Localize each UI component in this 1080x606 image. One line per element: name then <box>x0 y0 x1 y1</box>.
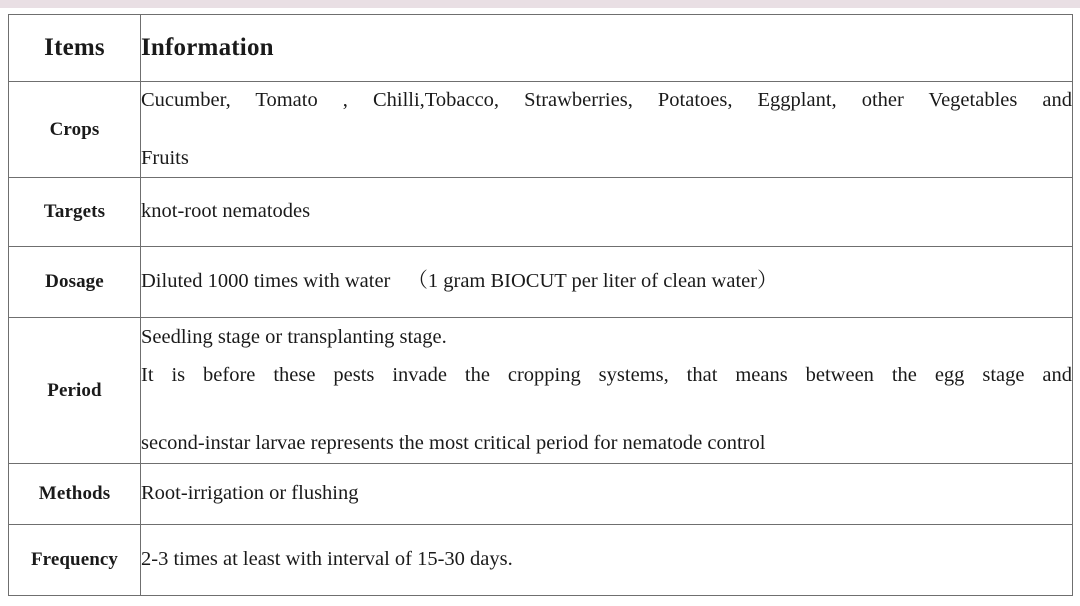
row-label-dosage: Dosage <box>9 247 141 318</box>
column-header-items: Items <box>9 15 141 82</box>
methods-line-1: Root-irrigation or flushing <box>141 482 359 505</box>
row-label-period: Period <box>9 318 141 464</box>
period-line-1: Seedling stage or transplanting stage. <box>141 326 447 349</box>
product-spec-table <box>8 14 1073 596</box>
row-value-period <box>141 318 1073 464</box>
crops-line-2: Fruits <box>141 147 189 170</box>
table-row <box>9 178 1073 247</box>
table-row <box>9 525 1073 596</box>
page-top-band <box>0 0 1080 8</box>
table-header-row <box>9 15 1073 82</box>
row-value-crops <box>141 82 1073 178</box>
row-value-dosage <box>141 247 1073 318</box>
table-row <box>9 318 1073 464</box>
table-row <box>9 82 1073 178</box>
frequency-line-1: 2-3 times at least with interval of 15-30 days. <box>141 548 513 571</box>
row-label-methods: Methods <box>9 464 141 525</box>
dosage-note-text: （1 gram BIOCUT per liter of clean water） <box>407 270 778 293</box>
row-label-targets: Targets <box>9 178 141 247</box>
row-label-frequency: Frequency <box>9 525 141 596</box>
targets-line-1: knot-root nematodes <box>141 200 311 223</box>
crops-line-1: Cucumber, Tomato , Chilli,Tobacco, Strawberries, Potatoes, Eggplant, other Vegetables and <box>141 88 1072 111</box>
period-line-2: It is before these pests invade the cropping systems, that means between the egg stage and <box>141 364 1072 387</box>
row-value-methods <box>141 464 1073 525</box>
row-value-frequency <box>141 525 1073 596</box>
column-header-information: Information <box>141 15 1073 82</box>
period-line-3: second-instar larvae represents the most critical period for nematode control <box>141 431 766 454</box>
dosage-dilution-text: Diluted 1000 times with water <box>141 270 391 293</box>
table-row <box>9 247 1073 318</box>
table-row <box>9 464 1073 525</box>
row-value-targets <box>141 178 1073 247</box>
dosage-line <box>141 267 1072 296</box>
spec-table-container <box>8 14 1072 596</box>
row-label-crops: Crops <box>9 82 141 178</box>
